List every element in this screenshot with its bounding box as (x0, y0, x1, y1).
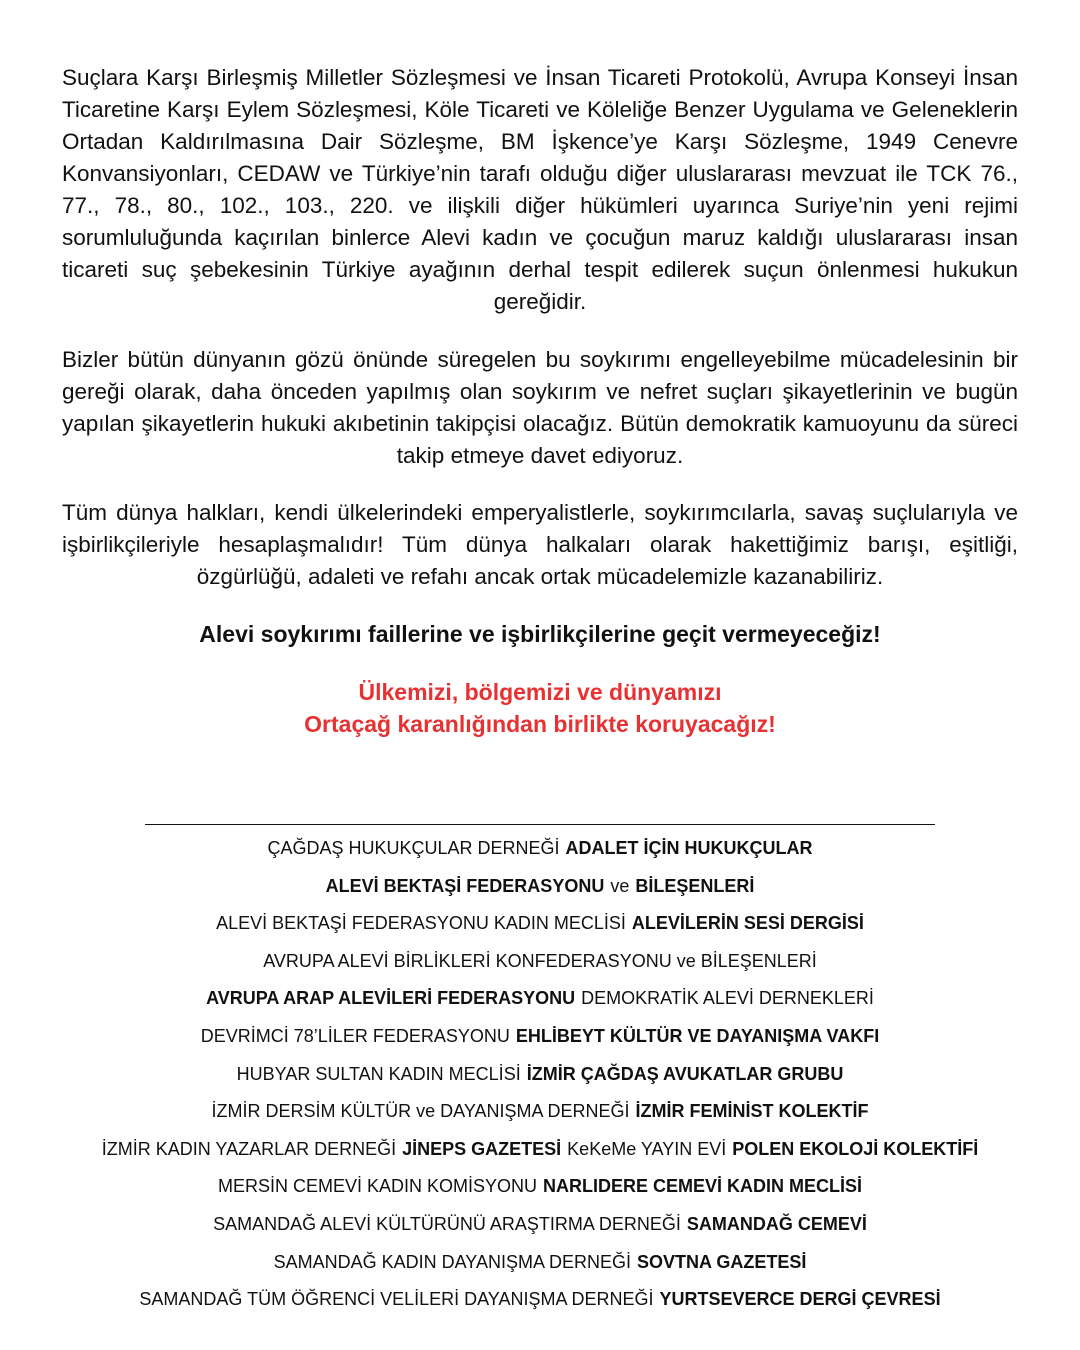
signatory-name: EHLİBEYT KÜLTÜR VE DAYANIŞMA VAKFI (515, 1025, 880, 1046)
signatory-row (20, 943, 1060, 981)
signatory-row (20, 1281, 1060, 1319)
signatory-row (20, 830, 1060, 868)
signatory-name: BİLEŞENLERİ (635, 875, 755, 896)
call-to-peoples-paragraph: Tüm dünya halkları, kendi ülkelerindeki emperyalistlerle, soykırımcılarla, savaş suçlularıyla ve işbirlikçileriyle hesaplaşmalıdır! Tüm dünya halkaları olarak hakettiğimiz barışı, eşitliği, özgürlüğü, adaleti ve refahı ancak ortak mücadelemizle kazanabiliriz. (62, 500, 1018, 589)
signatory-row (20, 1168, 1060, 1206)
signatory-list (20, 830, 1060, 1319)
signatory-name: AVRUPA ALEVİ BİRLİKLERİ KONFEDERASYONU ve BİLEŞENLERİ (263, 950, 817, 971)
signatory-row (20, 1244, 1060, 1282)
signatory-name: HUBYAR SULTAN KADIN MECLİSİ (236, 1063, 521, 1084)
signatory-name: POLEN EKOLOJİ KOLEKTİFİ (732, 1138, 979, 1159)
red-slogan (40, 676, 1040, 740)
signatory-name: SOVTNA GAZETESİ (637, 1251, 807, 1272)
signatory-name: ALEVİ BEKTAŞİ FEDERASYONU (325, 875, 605, 896)
signatory-row (20, 1206, 1060, 1244)
signatory-row (20, 868, 1060, 906)
signatory-row (20, 1093, 1060, 1131)
signatory-name: ve (610, 875, 630, 896)
signatory-name: SAMANDAĞ TÜM ÖĞRENCİ VELİLERİ DAYANIŞMA DERNEĞİ (139, 1289, 654, 1310)
signatory-name: ALEVİ BEKTAŞİ FEDERASYONU KADIN MECLİSİ (216, 913, 626, 934)
signatory-name: YURTSEVERCE DERGİ ÇEVRESİ (659, 1289, 941, 1310)
signatory-row (20, 905, 1060, 943)
signatory-name: SAMANDAĞ KADIN DAYANIŞMA DERNEĞİ (273, 1251, 632, 1272)
signatory-row (20, 1018, 1060, 1056)
signatory-name: İZMİR KADIN YAZARLAR DERNEĞİ (101, 1138, 397, 1159)
signatory-name: AVRUPA ARAP ALEVİLERİ FEDERASYONU (206, 988, 576, 1009)
signatory-name: NARLIDERE CEMEVİ KADIN MECLİSİ (543, 1176, 863, 1197)
signatory-name: SAMANDAĞ CEMEVİ (686, 1213, 867, 1234)
signatory-name: İZMİR ÇAĞDAŞ AVUKATLAR GRUBU (526, 1063, 844, 1084)
signatory-name: KeKeMe YAYIN EVİ (567, 1138, 727, 1159)
red-slogan-line-2: Ortaçağ karanlığından birlikte koruyacağız! (304, 711, 776, 737)
signatory-name: JİNEPS GAZETESİ (402, 1138, 562, 1159)
signatory-row (20, 1131, 1060, 1169)
signatory-name: İZMİR FEMİNİST KOLEKTİF (635, 1101, 869, 1122)
signatory-name: SAMANDAĞ ALEVİ KÜLTÜRÜNÜ ARAŞTIRMA DERNEĞİ (213, 1213, 681, 1234)
signatory-name: ÇAĞDAŞ HUKUKÇULAR DERNEĞİ (267, 838, 560, 858)
signatory-name: DEMOKRATİK ALEVİ DERNEKLERİ (581, 988, 874, 1009)
signatory-name: ADALET İÇİN HUKUKÇULAR (565, 838, 813, 858)
signatory-name: MERSİN CEMEVİ KADIN KOMİSYONU (217, 1176, 537, 1197)
signatory-name: İZMİR DERSİM KÜLTÜR ve DAYANIŞMA DERNEĞİ (211, 1101, 630, 1122)
signatory-row (20, 1056, 1060, 1094)
main-slogan: Alevi soykırımı faillerine ve işbirlikçilerine geçit vermeyeceğiz! (199, 621, 881, 647)
signatory-name: ALEVİLERİN SESİ DERGİSİ (631, 913, 864, 934)
red-slogan-line-1: Ülkemizi, bölgemizi ve dünyamızı (358, 679, 722, 705)
section-divider (145, 824, 935, 825)
follow-up-paragraph: Bizler bütün dünyanın gözü önünde süregelen bu soykırımı engelleyebilme mücadelesinin bir gereği olarak, daha önceden yapılmış olan soykırım ve nefret suçları şikayetlerinin ve bugün yapılan şikayetlerin hukuki akıbetinin takipçisi olacağız. Bütün demokratik kamuoyunu da süreci takip etmeye davet ediyoruz. (62, 347, 1018, 468)
legal-basis-paragraph: Suçlara Karşı Birleşmiş Milletler Sözleşmesi ve İnsan Ticareti Protokolü, Avrupa Konseyi İnsan Ticaretine Karşı Eylem Sözleşmesi, Köle Ticareti ve Köleliğe Benzer Uygulama ve Geleneklerin Ortadan Kaldırılmasına Dair Sözleşme, BM İşkence’ye Karşı Sözleşme, 1949 Cenevre Konvansiyonları, CEDAW ve Türkiye’nin tarafı olduğu diğer uluslararası mevzuat ile TCK 76., 77., 78., 80., 102., 103., 220. ve ilişkili diğer hükümleri uyarınca Suriye’nin yeni rejimi sorumluluğunda kaçırılan binlerce Alevi kadın ve çocuğun maruz kaldığı uluslararası insan ticareti suç şebekesinin Türkiye ayağının derhal tespit edilerek suçun önlenmesi hukukun gereğidir. (62, 65, 1018, 314)
signatory-row (20, 980, 1060, 1018)
signatory-name: DEVRİMCİ 78’LİLER FEDERASYONU (200, 1025, 510, 1046)
